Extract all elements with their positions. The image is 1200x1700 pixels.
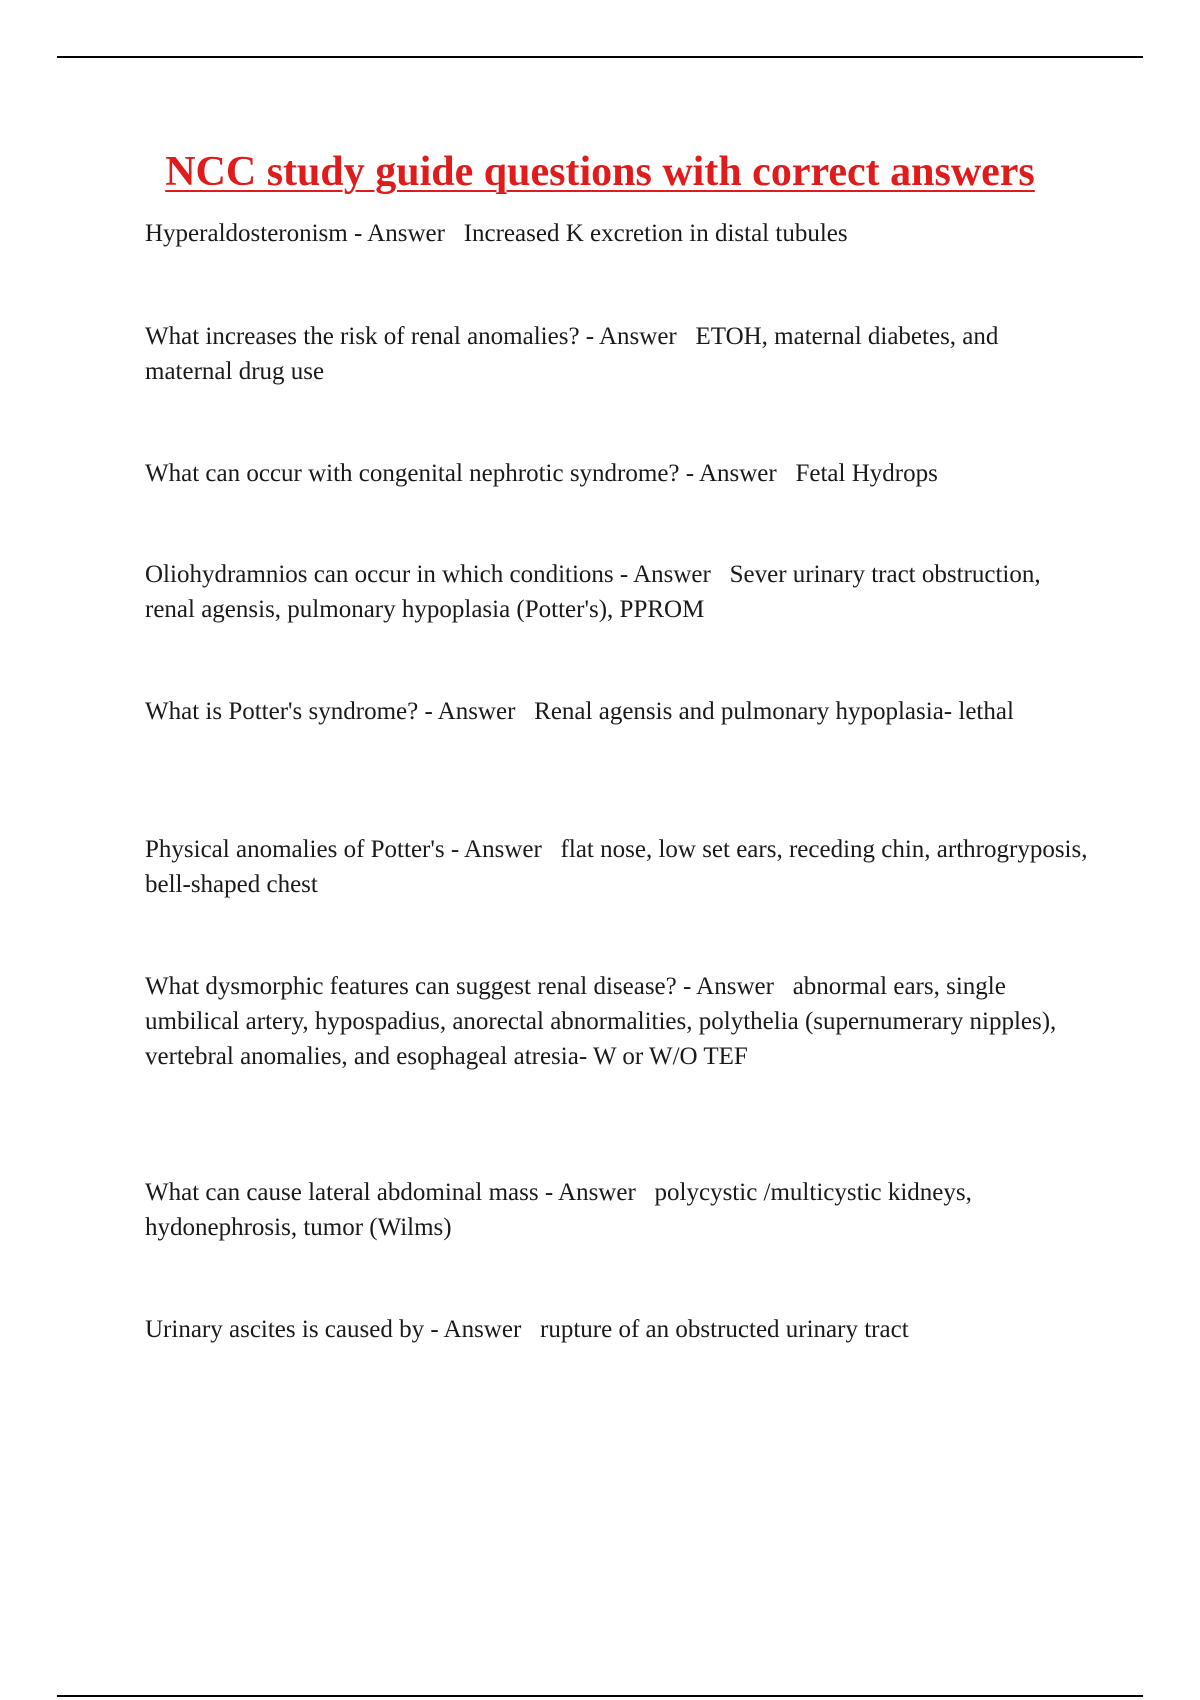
qa-item-potters-physical-anomalies: Physical anomalies of Potter's - Answer flat nose, low set ears, receding chin, arthrogryposis, bell-shaped chest bbox=[145, 836, 1094, 898]
qa-item-lateral-abdominal-mass: What can cause lateral abdominal mass - Answer polycystic /multicystic kidneys, hydonephrosis, tumor (Wilms) bbox=[145, 1179, 979, 1241]
qa-item-hyperaldosteronism: Hyperaldosteronism - Answer Increased K excretion in distal tubules bbox=[145, 220, 848, 247]
qa-item-congenital-nephrotic-syndrome: What can occur with congenital nephrotic syndrome? - Answer Fetal Hydrops bbox=[145, 460, 938, 487]
top-divider bbox=[57, 56, 1143, 58]
qa-item-urinary-ascites: Urinary ascites is caused by - Answer rupture of an obstructed urinary tract bbox=[145, 1316, 909, 1343]
document-title: NCC study guide questions with correct answers bbox=[165, 149, 1035, 195]
qa-item-renal-anomalies-risk: What increases the risk of renal anomalies? - Answer ETOH, maternal diabetes, and maternal drug use bbox=[145, 323, 1005, 385]
qa-item-oligohydramnios-conditions: Oliohydramnios can occur in which conditions - Answer Sever urinary tract obstruction, renal agensis, pulmonary hypoplasia (Potter's), PPROM bbox=[145, 561, 1047, 623]
qa-item-dysmorphic-features: What dysmorphic features can suggest renal disease? - Answer abnormal ears, single umbilical artery, hypospadius, anorectal abnormalities, polythelia (supernumerary nipples), vertebral anomalies, and esophageal atresia- W or W/O TEF bbox=[145, 973, 1063, 1070]
qa-item-potters-syndrome: What is Potter's syndrome? - Answer Renal agensis and pulmonary hypoplasia- lethal bbox=[145, 698, 1014, 725]
bottom-divider bbox=[57, 1695, 1143, 1697]
